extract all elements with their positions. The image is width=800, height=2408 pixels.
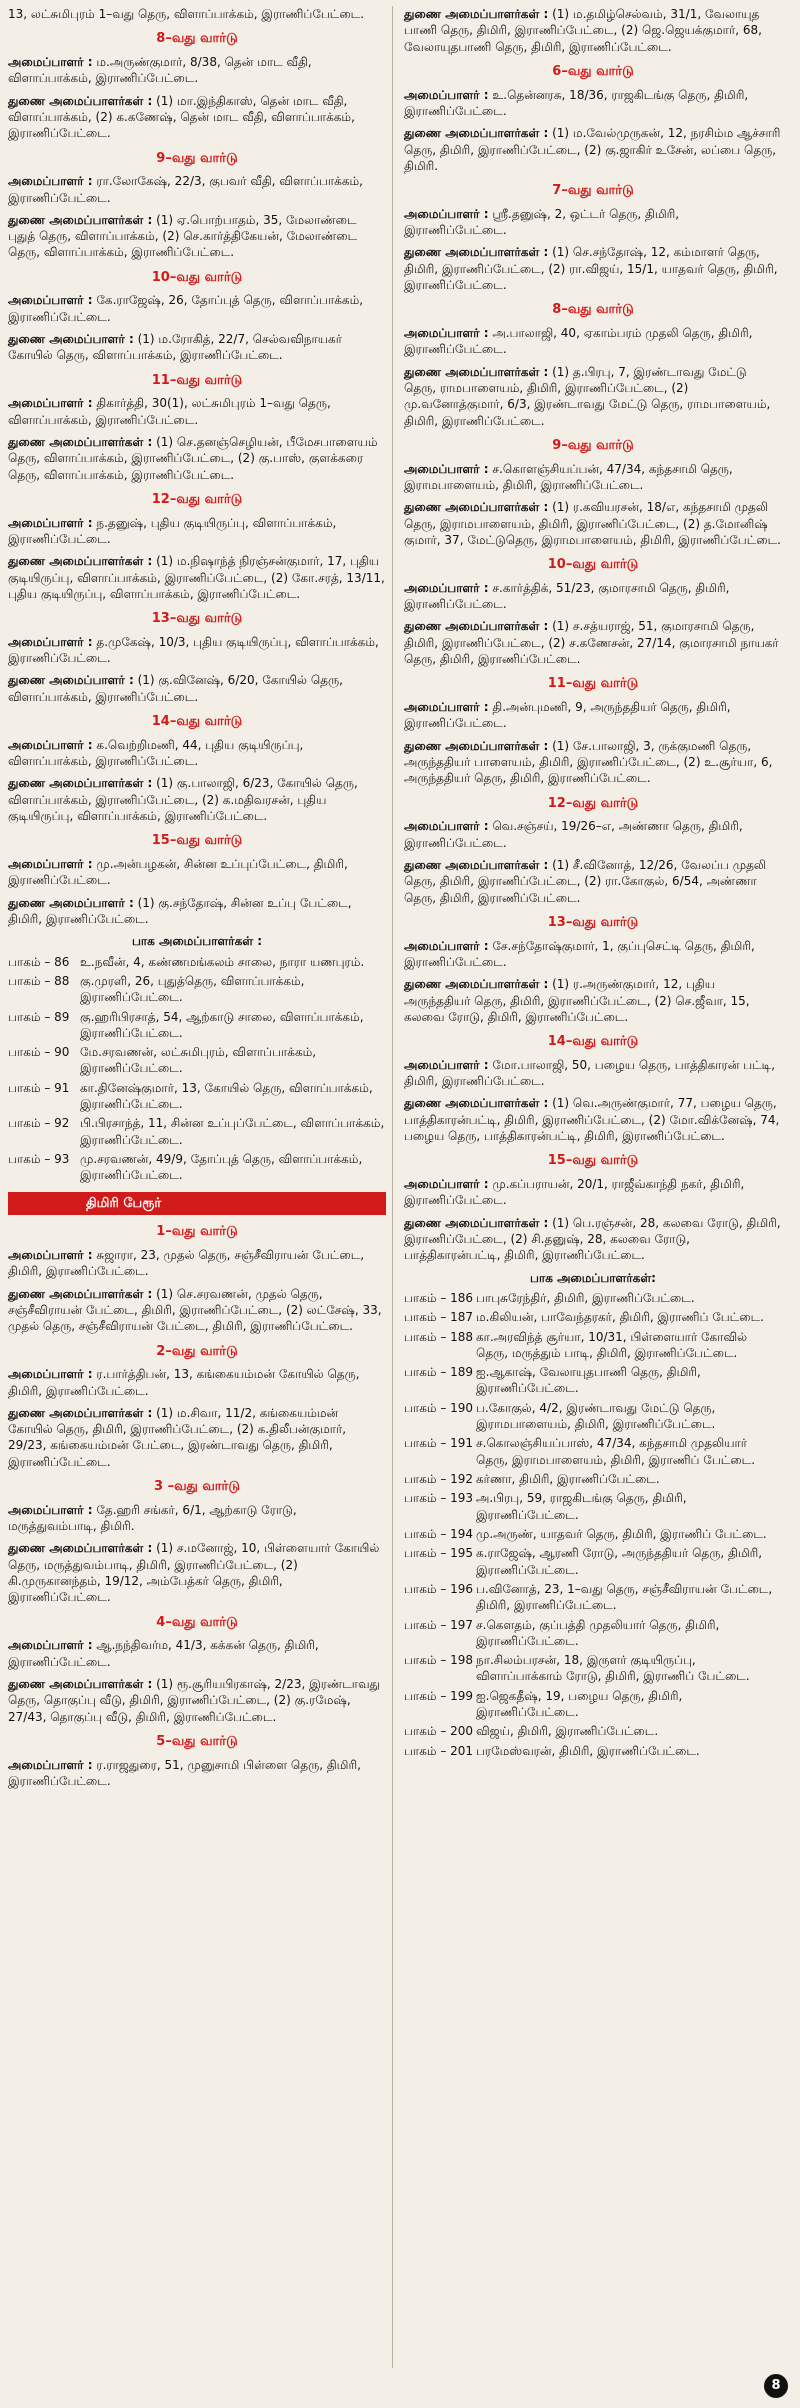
office-bearer-entry [404,364,782,429]
booth-row [404,1652,782,1685]
role-label: அமைப்பாளர் : [8,1367,93,1382]
role-label: அமைப்பாளர் : [8,634,93,649]
booth-organiser: உ.நவீன், 4, கண்ணமங்கலம் சாலை, நாரா யணபுரம். [80,954,365,969]
booth-number: பாகம் – 93 [8,1152,70,1166]
role-label: துணை அமைப்பாளர்கள் : [404,500,549,515]
booth-row [404,1526,782,1542]
entry-details: மு.அன்பழகன், சின்ன உப்புப்பேட்டை, திமிரி, இராணிப்பேட்டை. [8,857,348,888]
entry-details: (1) ம.தமிழ்செல்வம், 31/1, வேலாயுத பாணி தெரு, திமிரி, இராணிப்பேட்டை, (2) ஜெ.ஜெயக்குமார், 68, வேலாயுதபாணி தெரு, திமிரி, இராணிப்பேட்டை. [404,7,762,54]
entry-details: (1) சீ.வினோத், 12/26, வேலப்ப முதலி தெரு, திமிரி, இராணிப்பேட்டை, (2) ரா.கோகுல், 6/54, அண்ணா தெரு, திமிரி, இராணிப்பேட்டை. [404,857,767,905]
entry-details: மோ.பாலாஜி, 50, பழைய தெரு, பாத்திகாரன் பட்டி, திமிரி, இராணிப்பேட்டை. [404,1057,776,1089]
role-label: அமைப்பாளர் : [8,1638,93,1653]
ward-heading: 10–வது வார்டு [151,269,243,285]
office-bearer-entry [404,499,782,548]
ward-heading: 15–வது வார்டு [151,833,243,849]
entry-details: ச.கார்த்திக், 51/23, குமாரசாமி தெரு, திமிரி, இராணிப்பேட்டை. [404,580,730,612]
zone-banner: திமிரி பேரூர் [8,1192,386,1216]
role-label: அமைப்பாளர் : [8,1247,93,1262]
entry-details: கே.ராஜேஷ், 26, தோப்புத் தெரு, விளாப்பாக்கம், இராணிப்பேட்டை. [8,293,364,324]
entry-details: திகார்த்தி, 30(1), லட்சுமிபுரம் 1–வது தெரு, விளாப்பாக்கம், இராணிப்பேட்டை. [8,396,331,427]
role-label: அமைப்பாளர் : [8,1757,93,1772]
office-bearer-entry [8,434,386,483]
role-label: அமைப்பாளர் : [404,1057,489,1072]
booth-organiser: கு.ஹரிபிரசாத், 54, ஆற்காடு சாலை, விளாப்பாக்கம், இராணிப்பேட்டை. [80,1009,364,1040]
role-label: அமைப்பாளர் : [8,737,93,752]
entry-details: தே.ஹரி சங்கர், 6/1, ஆற்காடு ரோடு, மருத்துவம்பாடி, திமிரி. [8,1502,297,1534]
role-label: அமைப்பாளர் : [8,396,93,411]
role-label: துணை அமைப்பாளர்கள் : [404,977,549,992]
role-label: துணை அமைப்பாளர் : [8,332,134,347]
booth-row [404,1364,782,1397]
ward-heading: 14–வது வார்டு [547,1034,639,1050]
ward-heading: 10–வது வார்டு [547,557,639,573]
role-label: துணை அமைப்பாளர்கள் : [8,1676,153,1691]
role-label: துணை அமைப்பாளர்கள் : [404,738,549,753]
ward-heading: 11–வது வார்டு [547,676,639,692]
office-bearer-entry [8,1540,386,1605]
booth-organiser: பி.பிரசாந்த், 11, சின்ன உப்புப்பேட்டை, விளாப்பாக்கம், இராணிப்பேட்டை. [80,1116,385,1147]
booth-row [404,1490,782,1523]
booth-row [8,1115,386,1148]
booth-number: பாகம் – 88 [8,973,70,988]
office-bearer-entry [8,1366,386,1399]
booth-row [404,1471,782,1487]
office-bearer-entry [8,1405,386,1470]
office-bearer-entry [8,54,386,87]
entry-details: வெ.சஞ்சய், 19/26–எ, அண்ணா தெரு, திமிரி, இராணிப்பேட்டை. [404,819,743,850]
office-bearer-entry [404,738,782,787]
role-label: துணை அமைப்பாளர்கள் : [404,1096,549,1111]
entry-details: (1) த.பிரபு, 7, இரண்டாவது மேட்டு தெரு, ராமபாளையம், திமிரி, இராணிப்பேட்டை, (2) மு.வனோத்குமார், 6/3, இரண்டாவது மேட்டு தெரு, ராமபாளையம், திமிரி, இராணிப்பேட்டை. [404,364,771,428]
entry-details: ர.ராஜதுரை, 51, முனுசாமி பிள்ளை தெரு, திமிரி, இராணிப்பேட்டை. [8,1757,361,1788]
entry-details: ந.தனுஷ், புதிய குடியிருப்பு, விளாப்பாக்கம், இராணிப்பேட்டை. [8,515,337,546]
office-bearer-entry [404,1176,782,1209]
entry-details: (1) ம.சிவா, 11/2, கங்கையம்மன் கோயில் தெரு, திமிரி, இராணிப்பேட்டை, (2) க.திலீபன்குமார், 29/23, கங்கையம்மன் பேட்டை, இரண்டாவது தெரு, திமிரி, இராணிப்பேட்டை. [8,1405,347,1469]
ward-heading: 5–வது வார்டு [156,1733,238,1749]
role-label: அமைப்பாளர் : [8,54,93,69]
office-bearer-entry [404,6,782,55]
booth-row [8,973,386,1006]
booth-row [404,1617,782,1650]
entry-details: (1) ம.ரோகித், 22/7, செல்வவிநாயகர் கோயில் தெரு, விளாப்பாக்கம், இராணிப்பேட்டை. [8,332,343,363]
office-bearer-entry [8,1757,386,1790]
ward-heading: 1–வது வார்டு [156,1224,238,1240]
ward-heading: 15–வது வார்டு [547,1153,639,1169]
entry-details: ம.அருண்குமார், 8/38, தென் மாட வீதி, விளாப்பாக்கம், இராணிப்பேட்டை. [8,54,312,86]
role-label: அமைப்பாளர் : [8,1502,93,1517]
ward-heading: 4–வது வார்டு [156,1614,238,1630]
office-bearer-entry [8,93,386,142]
booth-number: பாகம் – 92 [8,1116,70,1131]
entry-details: (1) ஏ.பொற்பாதம், 35, மேலாண்டை புதுத் தெரு, விளாப்பாக்கம், (2) செ.கார்த்திகேயன், மேலாண்டை தெரு, விளாப்பாக்கம், இராணிப்பேட்டை. [8,212,358,260]
booth-row [404,1581,782,1614]
booth-number: பாகம் – 193 [404,1491,474,1506]
booth-organiser: கு.முரளி, 26, புதுத்தெரு, விளாப்பாக்கம், இராணிப்பேட்டை. [80,973,305,1005]
entry-details: மு.கப்பராயன், 20/1, ராஜீவ்காந்தி நகர், திமிரி, இராணிப்பேட்டை. [404,1177,745,1208]
role-label: அமைப்பாளர் : [404,1177,489,1192]
office-bearer-entry [404,976,782,1025]
booth-number: பாகம் – 89 [8,1009,70,1024]
booth-organiser: மு.அருண், யாதவர் தெரு, திமிரி, இராணிப் பேட்டை. [476,1526,767,1541]
office-bearer-entry [404,87,782,120]
entry-details: (1) ம.வேல்முருகன், 12, நரசிம்ம ஆச்சாரி தெரு, திமிரி, இராணிப்பேட்டை, (2) கு.ஜாகிர் உசேன், லப்பை தெரு, திமிரி. [404,126,781,173]
entry-details: (1) சே.பாலாஜி, 3, ருக்குமணி தெரு, அருந்ததியர் பாளையம், திமிரி, இராணிப்பேட்டை, (2) உ.சூர்யா, 6, அருந்ததியர் தெரு, திமிரி, இராணிப்பேட்டை. [404,738,773,786]
ward-heading: 7–வது வார்டு [552,183,634,199]
role-label: அமைப்பாளர் : [404,938,489,953]
office-bearer-entry [8,1637,386,1670]
role-label: அமைப்பாளர் : [8,857,93,871]
entry-details: (1) பெ.ரஞ்சன், 28, கலவை ரோடு, திமிரி, இராணிப்பேட்டை, (2) சி.தனுஷ், 28, கலவை ரோடு, பாத்திகாரன்பட்டி, திமிரி, இராணிப்பேட்டை. [404,1215,781,1263]
office-bearer-entry [8,1247,386,1280]
booth-organiser: ப.கோகுல், 4/2, இரண்டாவது மேட்டு தெரு, இராமபாளையம், திமிரி, இராணிப்பேட்டை. [476,1400,716,1432]
booth-number: பாகம் – 90 [8,1045,70,1060]
booth-row [8,1009,386,1042]
booth-row [404,1723,782,1739]
booth-number: பாகம் – 201 [404,1743,474,1758]
booth-row [404,1400,782,1433]
booth-number: பாகம் – 198 [404,1653,474,1668]
ward-heading: 8–வது வார்டு [552,302,634,318]
booth-row [404,1309,782,1325]
entry-details: (1) கு.பாலாஜி, 6/23, கோயில் தெரு, விளாப்பாக்கம், இராணிப்பேட்டை, (2) க.மதிவரசன், புதிய குடியிருப்பு, விளாப்பாக்கம், இராணிப்பேட்டை. [8,776,358,824]
ward-heading: 13–வது வார்டு [151,611,243,627]
entry-details: சே.சந்தோஷ்குமார், 1, குப்புசெட்டி தெரு, திமிரி, இராணிப்பேட்டை. [404,938,755,969]
booth-number: பாகம் – 86 [8,954,70,969]
office-bearer-entry [8,775,386,824]
booth-number: பாகம் – 186 [404,1290,474,1305]
role-label: துணை அமைப்பாளர்கள் : [8,93,153,108]
booth-organiser: ப.வினோத், 23, 1–வது தெரு, சஞ்சீவிராயன் பேட்டை, திமிரி, இராணிப்பேட்டை. [476,1581,773,1613]
booth-row [8,1080,386,1113]
booth-organiser: அ.பிரபு, 59, ராஜகிடங்கு தெரு, திமிரி, இராணிப்பேட்டை. [476,1491,687,1522]
paragraph: 13, லட்சுமிபுரம் 1–வது தெரு, விளாப்பாக்கம், இராணிப்பேட்டை. [8,7,365,21]
ward-heading: 9–வது வார்டு [552,437,634,453]
office-bearer-entry [404,857,782,906]
office-bearer-entry [404,244,782,293]
ward-heading: 8–வது வார்டு [156,31,238,47]
role-label: துணை அமைப்பாளர் : [8,895,134,910]
entry-details: உ.தென்னரசு, 18/36, ராஜகிடங்கு தெரு, திமிரி, இராணிப்பேட்டை. [404,87,749,118]
booth-row [8,1044,386,1077]
role-label: துணை அமைப்பாளர்கள் : [8,435,153,449]
booth-organiser: மு.சரவணன், 49/9, தோப்புத் தெரு, விளாப்பாக்கம், இராணிப்பேட்டை. [80,1152,363,1183]
role-label: அமைப்பாளர் : [404,87,489,102]
booth-organiser: கா.அரவிந்த் சூர்யா, 10/31, பிள்ளையார் கோவில் தெரு, மருத்தும் பாடி, திமிரி, இராணிப்பேட்டை. [476,1329,748,1360]
ward-heading: 13–வது வார்டு [547,914,639,930]
booth-number: பாகம் – 189 [404,1365,474,1380]
booth-number: பாகம் – 190 [404,1400,474,1415]
entry-details: ரா.லோகேஷ், 22/3, குபவர் வீதி, விளாப்பாக்கம், இராணிப்பேட்டை. [8,174,363,205]
role-label: துணை அமைப்பாளர்கள் : [404,126,549,141]
ward-heading: 9–வது வார்டு [156,150,238,166]
booth-number: பாகம் – 200 [404,1724,474,1739]
booth-organiser: க.ராஜேஷ், ஆரணி ரோடு, அருந்ததியர் தெரு, திமிரி, இராணிப்பேட்டை. [476,1546,763,1577]
role-label: அமைப்பாளர் : [404,700,489,715]
booth-organiser: விஜய், திமிரி, இராணிப்பேட்டை. [476,1724,659,1739]
entry-details: (1) செ.சந்தோஷ், 12, கம்மாளர் தெரு, திமிரி, இராணிப்பேட்டை, (2) ரா.விஜய், 15/1, யாதவர் தெரு, திமிரி, இராணிப்பேட்டை. [404,245,778,293]
entry-details: (1) ச.சத்யராஜ், 51, குமாரசாமி தெரு, திமிரி, இராணிப்பேட்டை, (2) ச.கணேசன், 27/14, குமாரசாமி நாயகர் தெரு, திமிரி, இராணிப்பேட்டை. [404,619,779,667]
entry-details: (1) கு.சந்தோஷ், சின்ன உப்பு பேட்டை, திமிரி, இராணிப்பேட்டை. [8,895,352,926]
entry-details: (1) ர.கவியரசன், 18/எ, கந்தசாமி முதலி தெரு, இராமபாளையம், திமிரி, இராணிப்பேட்டை, (2) த.மோனிஷ் குமார், 37, மேட்டுதெரு, இராமபாளையம், திமிரி, இராணிப்பேட்டை. [404,500,781,547]
role-label: அமைப்பாளர் : [404,206,489,221]
office-bearer-entry [404,206,782,239]
role-label: துணை அமைப்பாளர்கள் : [8,1541,153,1556]
ward-heading: 12–வது வார்டு [151,491,243,507]
booth-number: பாகம் – 197 [404,1617,474,1632]
office-bearer-entry [8,1502,386,1535]
entry-details: (1) ர.அருண்குமார், 12, புதிய அருந்ததியர் தெரு, திமிரி, இராணிப்பேட்டை, (2) செ.ஜீவா, 15, கலவை ரோடு, திமிரி, இராணிப்பேட்டை. [404,977,750,1024]
office-bearer-entry [8,212,386,261]
ward-heading: 6–வது வார்டு [552,63,634,79]
role-label: துணை அமைப்பாளர்கள் : [404,245,549,260]
office-bearer-entry [8,292,386,325]
entry-details: ஆ.நந்திவர்ம, 41/3, கக்கன் தெரு, திமிரி, இராணிப்பேட்டை. [8,1638,319,1669]
booth-organiser: ச.கொலஞ்சியப்பாஸ், 47/34, கந்தசாமி முதலியார் தெரு, இராமபாளையம், திமிரி, இராணிப் பேட்டை. [476,1436,756,1467]
booth-organiser: பாபுசுரேந்திர், திமிரி, இராணிப்பேட்டை. [476,1290,695,1305]
role-label: துணை அமைப்பாளர்கள் : [404,857,549,872]
page-number: 8 [764,2374,788,2398]
booth-organiser: ம.கிலியன், பாவேந்தரகர், திமிரி, இராணிப் பேட்டை. [476,1310,764,1325]
section-subheading: பாக அமைப்பாளர்கள் : [131,934,263,949]
booth-row [404,1435,782,1468]
office-bearer-entry [8,737,386,770]
entry-details: (1) ரூ.சூரியபிரகாஷ், 2/23, இரண்டாவது தெரு, தொகுப்பு வீடு, திமிரி, இராணிப்பேட்டை, (2) கு.ரமேஷ், 27/43, தொகுப்பு வீடு, திமிரி, இராணிப்பேட்டை. [8,1676,380,1724]
booth-organiser: பரமேஸ்வரன், திமிரி, இராணிப்பேட்டை. [476,1743,700,1758]
booth-number: பாகம் – 188 [404,1329,474,1344]
office-bearer-entry [404,1095,782,1144]
booth-organiser: ஐ.ஆகாஷ், வேலாயுதபாணி தெரு, திமிரி, இராணிப்பேட்டை. [476,1365,701,1396]
booth-organiser: கா.தினேஷ்குமார், 13, கோயில் தெரு, விளாப்பாக்கம், இராணிப்பேட்டை. [80,1080,373,1112]
booth-organiser: ஐ.ஜெகதீஷ், 19, பழைய தெரு, திமிரி, இராணிப்பேட்டை. [476,1688,683,1720]
office-bearer-entry [404,938,782,971]
booth-number: பாகம் – 187 [404,1310,474,1325]
booth-number: பாகம் – 199 [404,1688,474,1703]
office-bearer-entry [404,1215,782,1264]
role-label: அமைப்பாளர் : [404,580,489,595]
booth-organiser: நா.சிலம்பரசன், 18, இருளர் குடியிருப்பு, விளாப்பாக்காம் ரோடு, திமிரி, இராணிப் பேட்டை. [476,1653,750,1684]
office-bearer-entry [8,1676,386,1725]
booth-number: பாகம் – 192 [404,1472,474,1487]
booth-row [8,1151,386,1184]
entry-details: (1) வெ.அருண்குமார், 77, பழைய தெரு, பாத்திகாரன்பட்டி, திமிரி, இராணிப்பேட்டை, (2) மோ.விக்னேஷ், 74, பழைய தெரு, பாத்திகாரன்பட்டி, திமிரி, இராணிப்பேட்டை. [404,1096,780,1144]
entry-details: ஸ்ரீ.தனுஷ், 2, ஒட்டர் தெரு, திமிரி, இராணிப்பேட்டை. [404,206,680,238]
section-subheading: பாக அமைப்பாளர்கள்: [530,1270,656,1285]
entry-details: (1) ம.நிஷாந்த் நிரஞ்சன்குமார், 17, புதிய குடியிருப்பு, விளாப்பாக்கம், இராணிப்பேட்டை, (2) கோ.சரத், 13/11, புதிய குடியிருப்பு, விளாப்பாக்கம், இராணிப்பேட்டை. [8,554,385,601]
booth-row [404,1545,782,1578]
role-label: துணை அமைப்பாளர்கள் : [404,7,549,21]
role-label: துணை அமைப்பாளர்கள் : [8,212,153,227]
entry-details: (1) செ.சரவணன், முதல் தெரு, சஞ்சீவிராயன் பேட்டை, திமிரி, இராணிப்பேட்டை, (2) லட்சேஷ், 33, முதல் தெரு, சஞ்சீவிராயன் பேட்டை, திமிரி, இராணிப்பேட்டை. [8,1286,382,1334]
booth-row [404,1329,782,1362]
entry-details: த.முகேஷ், 10/3, புதிய குடியிருப்பு, விளாப்பாக்கம், இராணிப்பேட்டை. [8,634,379,666]
role-label: அமைப்பாளர் : [404,461,489,476]
entry-details: அ.பாலாஜி, 40, ஏகாம்பரம் முதலி தெரு, திமிரி, இராணிப்பேட்டை. [404,326,753,357]
office-bearer-entry [404,461,782,494]
role-label: துணை அமைப்பாளர்கள் : [8,1286,153,1301]
office-bearer-entry [404,1057,782,1090]
role-label: துணை அமைப்பாளர்கள் : [404,619,549,634]
booth-number: பாகம் – 196 [404,1581,474,1596]
role-label: அமைப்பாளர் : [404,819,489,834]
ward-heading: 3 –வது வார்டு [154,1479,240,1495]
ward-heading: 11–வது வார்டு [151,372,243,388]
entry-details: க.வெற்றிமணி, 44, புதிய குடியிருப்பு, விளாப்பாக்கம், இராணிப்பேட்டை. [8,737,304,769]
office-bearer-entry [404,618,782,667]
entry-details: (1) கு.வினேஷ், 6/20, கோயில் தெரு, விளாப்பாக்கம், இராணிப்பேட்டை. [8,673,343,704]
role-label: அமைப்பாளர் : [8,293,93,308]
booth-row [8,954,386,970]
booth-number: பாகம் – 195 [404,1546,474,1561]
role-label: துணை அமைப்பாளர் : [8,673,134,688]
booth-organiser: மே.சரவணன், லட்சுமிபுரம், விளாப்பாக்கம், இராணிப்பேட்டை. [80,1045,317,1076]
booth-organiser: ச.கௌதம், குப்பத்தி முதலியார் தெரு, திமிரி, இராணிப்பேட்டை. [476,1617,720,1648]
booth-number: பாகம் – 91 [8,1080,70,1095]
booth-organiser: கர்ணா, திமிரி, இராணிப்பேட்டை. [476,1472,660,1487]
role-label: அமைப்பாளர் : [8,515,93,530]
role-label: துணை அமைப்பாளர்கள் : [8,1405,153,1420]
left-column [8,6,386,1795]
booth-number: பாகம் – 191 [404,1436,474,1451]
office-bearer-entry [8,553,386,602]
column-divider [392,6,393,2368]
office-bearer-entry [404,818,782,851]
office-bearer-entry [404,325,782,358]
ward-heading: 14–வது வார்டு [151,714,243,730]
right-column [404,6,782,1762]
entry-details: ச.கொளஞ்சியப்பன், 47/34, கந்தசாமி தெரு, இராமபாளையம், திமிரி, இராணிப்பேட்டை. [404,461,733,492]
office-bearer-entry [8,1286,386,1335]
office-bearer-entry [8,856,386,889]
office-bearer-entry [8,395,386,428]
role-label: அமைப்பாளர் : [8,174,93,189]
booth-row [404,1688,782,1721]
office-bearer-entry [404,125,782,174]
office-bearer-entry [404,699,782,732]
entry-details: (1) செ.தனஞ்செழியன், பீமேசபாளையம் தெரு, விளாப்பாக்கம், இராணிப்பேட்டை, (2) கு.பாஸ், குளக்கரை தெரு, விளாப்பாக்கம், இராணிப்பேட்டை. [8,435,378,482]
office-bearer-entry [8,634,386,667]
role-label: துணை அமைப்பாளர்கள் : [404,1215,549,1230]
entry-details: (1) மா.இந்திகாஸ், தென் மாட வீதி, விளாப்பாக்கம், (2) க.கணேஷ், தென் மாட வீதி, விளாப்பாக்கம், இராணிப்பேட்டை. [8,93,355,141]
booth-number: பாகம் – 194 [404,1526,474,1541]
role-label: அமைப்பாளர் : [404,326,489,341]
ward-heading: 12–வது வார்டு [547,795,639,811]
office-bearer-entry [8,672,386,705]
entry-details: (1) ச.மனோஜ், 10, பிள்ளையார் கோயில் தெரு, மருத்துவம்பாடி, திமிரி, இராணிப்பேட்டை, (2) கி.முருகானந்தம், 19/12, அம்பேத்கர் தெரு, திமிரி, இராணிப்பேட்டை. [8,1541,380,1605]
office-bearer-entry [8,895,386,928]
office-bearer-entry [8,331,386,364]
role-label: துணை அமைப்பாளர்கள் : [8,776,153,791]
role-label: துணை அமைப்பாளர்கள் : [8,554,153,569]
booth-row [404,1290,782,1306]
booth-row [404,1743,782,1759]
entry-details: தி.அன்புமணி, 9, அருந்ததியர் தெரு, திமிரி, இராணிப்பேட்டை. [404,700,731,731]
role-label: துணை அமைப்பாளர்கள் : [404,364,549,379]
entry-details: ர.பார்த்திபன், 13, கங்கையம்மன் கோயில் தெரு, திமிரி, இராணிப்பேட்டை. [8,1367,360,1398]
office-bearer-entry [8,515,386,548]
office-bearer-entry [8,173,386,206]
entry-details: சுஜாரா, 23, முதல் தெரு, சஞ்சீவிராயன் பேட்டை, திமிரி, இராணிப்பேட்டை. [8,1247,365,1279]
ward-heading: 2–வது வார்டு [156,1343,238,1359]
office-bearer-entry [404,580,782,613]
